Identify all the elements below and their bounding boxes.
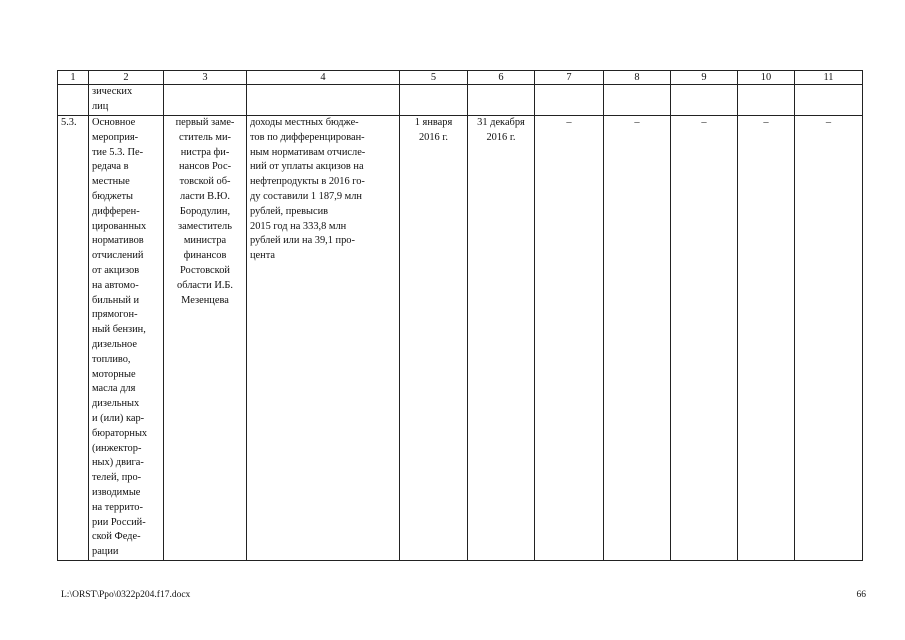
- col-num-4: 4: [247, 71, 400, 85]
- text-line: товской об-: [179, 176, 231, 188]
- text-line: цированных: [92, 220, 147, 232]
- text-line: ным нормативам отчисле-: [250, 146, 366, 158]
- text-line: масла для: [92, 383, 136, 395]
- col7-value: –: [535, 116, 604, 561]
- measures-table: [57, 70, 863, 561]
- col-num-3: 3: [164, 71, 247, 85]
- text-line: зических: [92, 86, 133, 97]
- column-number-row: [58, 71, 863, 85]
- text-line: рации: [92, 546, 119, 558]
- responsible-cell: [164, 116, 247, 561]
- table-row: [58, 85, 863, 116]
- col8-value: –: [604, 116, 671, 561]
- text-line: тов по дифференцирован-: [250, 131, 365, 143]
- table-row: [58, 116, 863, 561]
- text-line: ных) двига-: [92, 457, 144, 469]
- cell-empty: [795, 85, 863, 116]
- text-line: изводимые: [92, 486, 141, 498]
- text-line: моторные: [92, 368, 136, 380]
- text-line: лиц: [92, 100, 109, 112]
- col-num-11: 11: [795, 71, 863, 85]
- col-num-10: 10: [738, 71, 795, 85]
- text-line: Ростовской: [180, 264, 230, 276]
- text-line: цента: [250, 250, 276, 262]
- text-line: нефтепродукты в 2016 го-: [250, 176, 365, 188]
- text-line: ный бензин,: [92, 324, 146, 336]
- text-line: доходы местных бюдже-: [250, 117, 359, 128]
- col9-value: –: [671, 116, 738, 561]
- text-line: Мезенцева: [181, 294, 229, 306]
- text-line: мероприя-: [92, 131, 139, 143]
- col-num-6: 6: [468, 71, 535, 85]
- text-line: ний от уплаты акцизов на: [250, 161, 364, 173]
- text-line: ской Феде-: [92, 531, 141, 543]
- text-line: нормативов: [92, 235, 144, 247]
- text-line: 2016 г.: [486, 131, 516, 143]
- text-line: бильный и: [92, 294, 140, 306]
- text-line: 2015 год на 333,8 млн: [250, 220, 347, 232]
- cell-empty: [468, 85, 535, 116]
- col-num-8: 8: [604, 71, 671, 85]
- col-num-5: 5: [400, 71, 468, 85]
- text-line: финансов: [183, 250, 227, 262]
- text-line: Основное: [92, 117, 136, 128]
- text-line: рии Россий-: [92, 516, 146, 528]
- item-number: 5.3.: [58, 116, 89, 561]
- text-line: и (или) кар-: [92, 412, 145, 424]
- text-line: 31 декабря: [477, 117, 525, 128]
- text-line: области И.Б.: [177, 279, 233, 291]
- text-line: ду составили 1 187,9 млн: [250, 190, 362, 202]
- text-line: местные: [92, 176, 130, 188]
- text-line: редача в: [92, 161, 129, 173]
- text-line: 2016 г.: [418, 131, 449, 143]
- col-num-1: 1: [58, 71, 89, 85]
- text-line: тие 5.3. Пе-: [92, 146, 144, 158]
- continued-text-cell: [89, 85, 164, 116]
- col-num-2: 2: [89, 71, 164, 85]
- text-line: топливо,: [92, 353, 131, 365]
- text-line: нансов Рос-: [178, 161, 232, 173]
- text-line: дизельных: [92, 398, 140, 410]
- end-date-cell: [468, 116, 535, 561]
- cell-empty: [604, 85, 671, 116]
- page-number: 66: [856, 590, 866, 600]
- text-line: на террито-: [92, 501, 143, 513]
- text-line: первый заме-: [175, 117, 235, 128]
- cell-empty: [400, 85, 468, 116]
- col-num-9: 9: [671, 71, 738, 85]
- text-line: (инжектор-: [92, 442, 142, 454]
- cell-empty: [247, 85, 400, 116]
- cell-empty: [671, 85, 738, 116]
- text-line: 1 января: [414, 117, 453, 128]
- text-line: ститель ми-: [179, 131, 231, 143]
- text-line: прямогон-: [92, 309, 138, 321]
- text-line: бюджеты: [92, 190, 133, 202]
- text-line: Бородулин,: [179, 205, 231, 217]
- text-line: телей, про-: [92, 472, 142, 484]
- col11-value: –: [795, 116, 863, 561]
- text-line: дизельное: [92, 338, 137, 350]
- col-num-7: 7: [535, 71, 604, 85]
- start-date-cell: [400, 116, 468, 561]
- cell-empty: [58, 85, 89, 116]
- cell-empty: [738, 85, 795, 116]
- text-line: заместитель: [178, 220, 232, 232]
- text-line: рублей или на 39,1 про-: [250, 235, 355, 247]
- text-line: ласти В.Ю.: [180, 190, 230, 202]
- col10-value: –: [738, 116, 795, 561]
- file-path: L:\ORST\Ppo\0322p204.f17.docx: [61, 590, 191, 600]
- text-line: бюраторных: [92, 427, 148, 439]
- text-line: на автомо-: [92, 279, 139, 291]
- cell-empty: [164, 85, 247, 116]
- text-line: нистра фи-: [180, 146, 230, 158]
- text-line: отчислений: [92, 250, 144, 262]
- result-cell: [247, 116, 400, 561]
- event-name-cell: [89, 116, 164, 561]
- text-line: от акцизов: [92, 264, 140, 276]
- text-line: дифферен-: [92, 205, 140, 217]
- text-line: министра: [183, 235, 227, 247]
- cell-empty: [535, 85, 604, 116]
- text-line: рублей, превысив: [250, 205, 329, 217]
